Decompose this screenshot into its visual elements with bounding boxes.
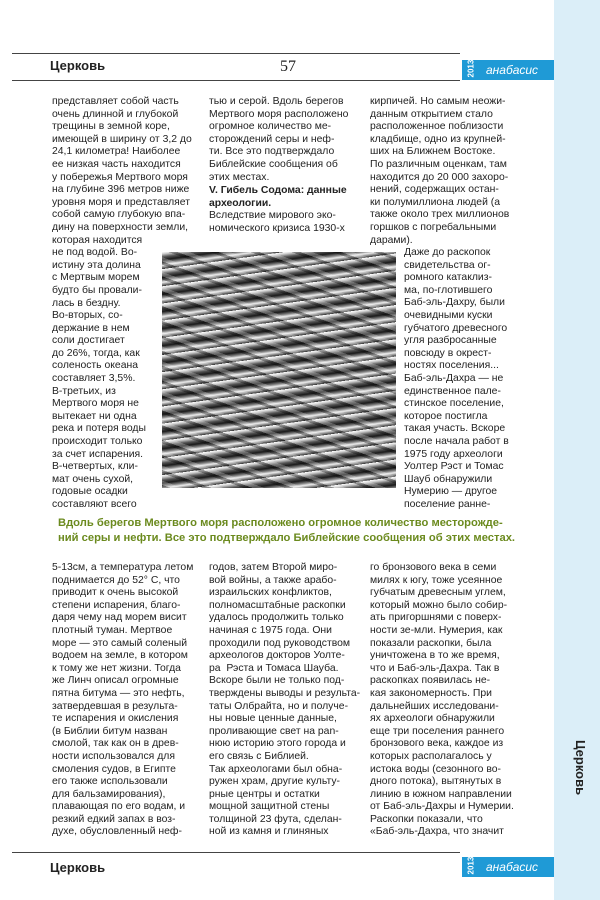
footer-section-title: Церковь [50, 860, 106, 875]
footer-rule [12, 852, 460, 853]
footer-year: 2013 [466, 856, 476, 874]
column-3-bottom: го бронзового века в семи милях к югу, тоже усеянное губчатым древесным углем, который можно было собир- ать пригоршнями с поверх- ности зе-мли. Нумерия, как показали раскопки, была уничтожена в то же время, что и Баб-эль-Дахра. Так в раскопках появилась не- кая закономерность. При дальнейших исследовани- ях археологи обнаружили еще три поселения раннего бронзового века, каждое из которых располагалось у истока воды (сезонного во- дного потока), вытянутых в линию в южном направлении от Баб-эль-Дахры и Нумерии. Раскопки показали, что «Баб-эль-Дахра, что значит [370, 562, 514, 838]
header-rule-bottom [12, 80, 460, 81]
header-section-title: Церковь [50, 58, 106, 73]
header-rule-top [12, 53, 460, 54]
pull-quote: Вдоль берегов Мертвого моря расположено огромное количество месторожде- ний серы и нефти. Все это подтверждало Библейские сообщения об этих местах. [58, 517, 516, 544]
page-number: 57 [280, 58, 296, 75]
column-2-intro: тью и серой. Вдоль берегов Мертвого моря расположено огромное количество ме- сторождений серы и неф- ти. Все это подтверждало Библейские сообщения об этих местах. [209, 96, 349, 183]
header-year: 2013 [466, 59, 476, 77]
section-heading: V. Гибель Содома: данные археологии. [209, 185, 347, 209]
footer-magazine-tag [462, 857, 554, 877]
column-3-wrap: Даже до раскопок свидетельства ог- ромного катаклиз- ма, по-глотившего Баб-эль-Дахру, были очевидными куски губчатого древесного угля разбросанные повсюду в окрест- ностях поселения... Баб-эль-Дахра — не единственное пале- стинское поселение, которое постигла такая участь. Вскоре после начала работ в 1975 году археологи Уолтер Рэст и Томас Шауб обнаружили Нумерию — другое поселение ранне- [404, 247, 509, 510]
column-2-top [209, 96, 348, 236]
header-magazine-tag [462, 60, 554, 80]
footer-magazine-name: анабасис [486, 860, 539, 874]
column-3-top: кирпичей. Но самым неожи- данным открытием стало расположенное поблизости кладбище, одно из крупней- ших на Ближнем Востоке. По различным оценкам, там находится до 20 000 захоро- нений, содержащих остан- ки полумиллиона людей (а также около трех миллионов горшков с погребальными дарами). [370, 96, 510, 246]
column-1-bottom: 5-13см, а температура летом поднимается до 52° С, что приводит к очень высокой степени испарения, благо- даря чему над морем висит плотный туман. Мертвое море — это самый соленый водоем на земле, в котором к тому же нет жизни. Тогда же Линч описал огромные пятна битума — это нефть, затвердевшая в результа- те испарения и окисления (в Библии битум назван смолой, так как он в древ- ности использовался для смоления судов, в Египте его также использовали для бальзамирования), плавающая по его водам, и резкий едкий запах в воз- духе, обусловленный неф- [52, 562, 194, 838]
column-2-continued: Вследствие мирового эко- номического кризиса 1930-х [209, 210, 345, 234]
column-1-top: представляет собой часть очень длинной и глубокой трещины в земной коре, имеющей в ширину от 3,2 до 24,1 километра! Наиболее ее низкая часть находится у побережья Мертвого моря на глубине 396 метров ниже уровня моря и представляет собой самую глубокую впа- дину на поверхности земли, которая находится не под водой. Во- истину эта долина с Мертвым морем будто бы провали- лась в бездну. Во-вторых, со- держание в нем соли достигает до 26%, тогда, как соленость океана составляет 3,5%. В-третьих, из Мертвого моря не вытекает ни одна река и потеря воды происходит только за счет испарения. В-четвертых, кли- мат очень сухой, годовые осадки составляют всего [52, 96, 192, 510]
column-2-bottom: годов, затем Второй миро- вой войны, а также арабо- израильских конфликтов, полномасштабные раскопки удалось продолжить только начиная с 1975 года. Они проходили под руководством археологов докторов Уолте- ра Рэста и Томаса Шауба. Вскоре были не только под- тверждены выводы и результа- таты Олбрайта, но и получе- ны новые ценные данные, проливающие свет на раn- нюю историю этого города и его связь с Библией. Так археологами был обна- ружен храм, другие культу- рные центры и остатки мощной защитной стены толщиной 23 фута, сделан- ной из камня и глиняных [209, 562, 361, 838]
header-magazine-name: анабасис [486, 63, 539, 77]
side-section-label: Церковь [573, 740, 588, 796]
dead-sea-photo [162, 252, 396, 488]
